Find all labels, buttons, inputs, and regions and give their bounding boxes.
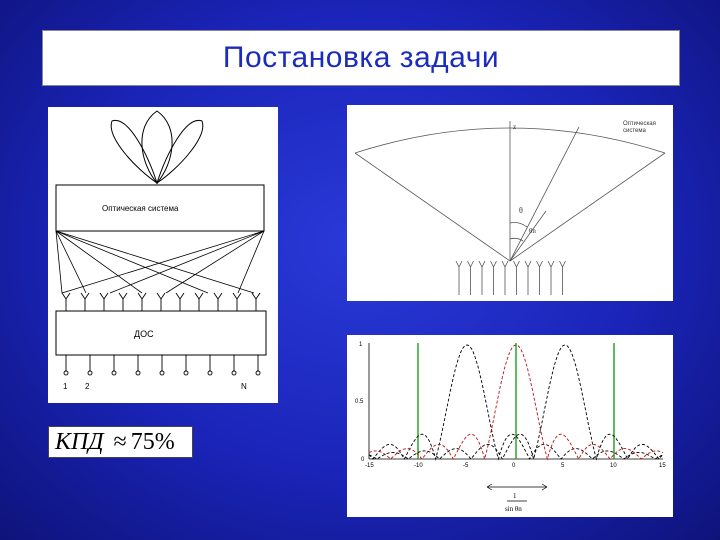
efficiency-formula [55, 427, 175, 457]
theta-label: θ [519, 206, 523, 215]
geometry-lines [355, 121, 665, 261]
antenna-element [62, 293, 70, 311]
x-tick-label: 0 [512, 463, 516, 469]
array-geometry-diagram [347, 105, 673, 301]
antenna-elements [62, 293, 260, 311]
array-element [491, 261, 497, 295]
port-node [256, 371, 260, 375]
x-tick-label: -5 [463, 463, 469, 469]
antenna-element [81, 293, 89, 311]
efficiency-box [48, 426, 193, 458]
y-tick-05: 0.5 [355, 399, 364, 405]
antenna-element [119, 293, 127, 311]
z-axis-label: z [513, 123, 517, 131]
slide-title: Постановка задачи [222, 41, 500, 74]
array-elements [456, 261, 566, 295]
geometry-svg [347, 105, 673, 301]
optical-system-schematic [48, 107, 278, 403]
array-element [514, 261, 520, 295]
y-tick-0: 0 [361, 457, 365, 463]
spacing-numerator: 1 [513, 492, 517, 500]
array-element [479, 261, 485, 295]
x-tick-label: 15 [659, 463, 666, 469]
title-box [42, 30, 680, 86]
green-markers [418, 343, 614, 459]
port-label-n: N [241, 382, 247, 391]
optical-label-line2: система [623, 128, 646, 134]
array-element [456, 261, 462, 295]
antenna-element [176, 293, 184, 311]
theta-arc [510, 223, 527, 228]
port-node [136, 371, 140, 375]
dos-box [56, 311, 266, 355]
port-node [184, 371, 188, 375]
antenna-element [233, 293, 241, 311]
lobe-center [142, 111, 172, 183]
antenna-element [214, 293, 222, 311]
antenna-element [157, 293, 165, 311]
x-tick-label: -10 [414, 463, 423, 469]
port-node [208, 371, 212, 375]
spacing-arrow [487, 484, 547, 501]
array-element [537, 261, 543, 295]
theta-ray-line [510, 127, 579, 261]
array-element [468, 261, 474, 295]
array-element [502, 261, 508, 295]
theta-n-line [510, 211, 546, 261]
x-tick-label: 5 [561, 463, 565, 469]
efficiency-approx: ≈ [113, 429, 127, 455]
optical-system-label: Оптическая система [102, 204, 179, 213]
antenna-element [100, 293, 108, 311]
beam-pattern-plot [347, 335, 673, 517]
schematic-svg [48, 107, 278, 403]
antenna-element [138, 293, 146, 311]
ray-lines [56, 231, 264, 293]
x-tick-label: 10 [610, 463, 617, 469]
port-node [88, 371, 92, 375]
array-element [548, 261, 554, 295]
left-edge-line [355, 153, 510, 261]
port-label-1: 1 [63, 382, 68, 391]
efficiency-label: КПД [55, 429, 104, 455]
input-ports [64, 355, 260, 375]
y-tick-1: 1 [359, 342, 363, 348]
plot-svg [347, 335, 673, 517]
spacing-denominator: sin θn [505, 505, 522, 513]
antenna-element [195, 293, 203, 311]
radiation-lobes [111, 111, 203, 183]
port-node [112, 371, 116, 375]
right-edge-line [510, 153, 665, 261]
port-node [64, 371, 68, 375]
efficiency-value: 75% [130, 429, 175, 455]
array-element [560, 261, 566, 295]
port-node [160, 371, 164, 375]
theta-n-label: θn [529, 227, 536, 235]
optical-label-line1: Оптическая [623, 121, 656, 127]
port-label-2: 2 [85, 382, 90, 391]
x-tick-label: -15 [365, 463, 374, 469]
array-element [525, 261, 531, 295]
dos-label: ДОС [134, 329, 154, 339]
x-tick-labels [365, 463, 666, 469]
port-node [232, 371, 236, 375]
antenna-element [252, 293, 260, 311]
